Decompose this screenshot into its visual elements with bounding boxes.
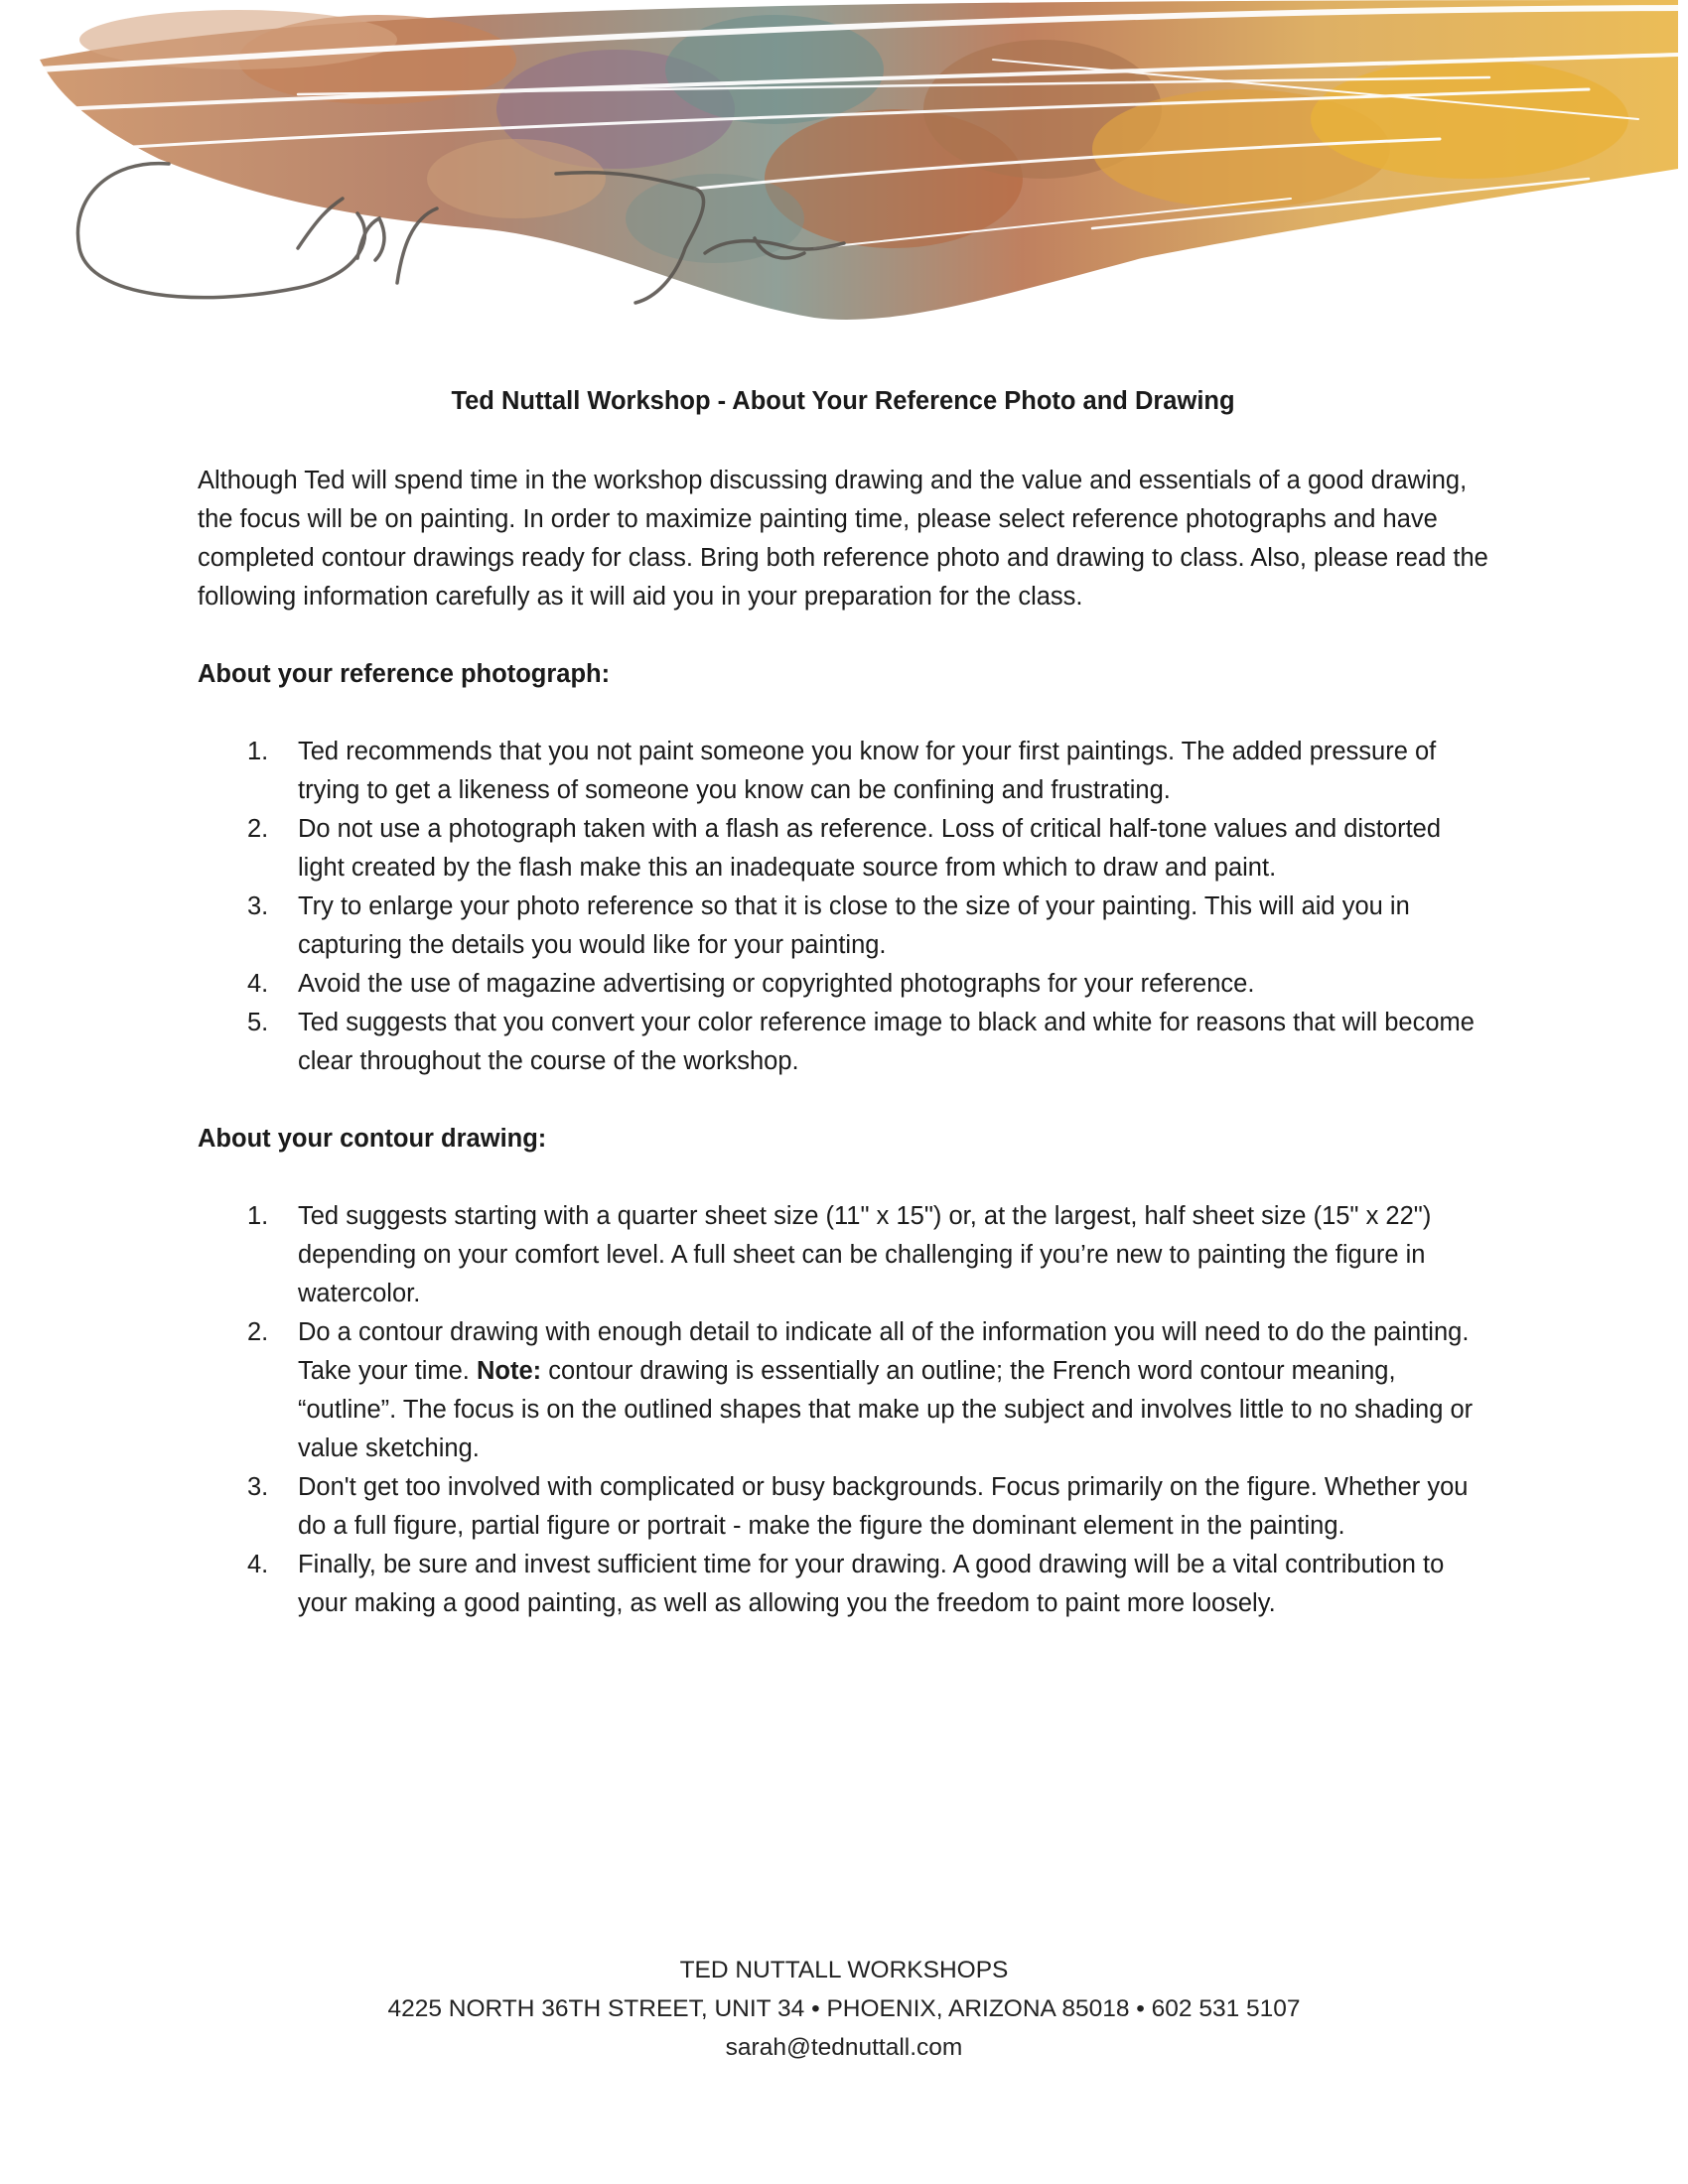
footer — [0, 1951, 1688, 2067]
list-item — [198, 965, 1488, 1004]
intro-paragraph: Although Ted will spend time in the workshop discussing drawing and the value and essentials of a good drawing, the focus will be on painting. In order to maximize painting time, please select reference photographs and have completed contour drawings ready for class. Bring both reference photo and drawing to class. Also, please read the following information carefully as it will aid you in your preparation for the class. — [198, 467, 1488, 611]
footer-address: 4225 NORTH 36TH STREET, UNIT 34 • PHOENIX, ARIZONA 85018 • 602 531 5107 — [387, 1995, 1301, 2022]
list-number: 3. — [247, 1473, 269, 1501]
watercolor-banner-art — [0, 0, 1688, 338]
list-item — [198, 1313, 1488, 1468]
list-number: 4. — [247, 1551, 269, 1578]
list-number: 2. — [247, 815, 269, 843]
list-item — [198, 1197, 1488, 1313]
list-item-text: Ted recommends that you not paint someone you know for your first paintings. The added pressure of trying to get a likeness of someone you know can be confining and frustrating. — [298, 738, 1437, 804]
list-item-text: Try to enlarge your photo reference so that it is close to the size of your painting. This will aid you in capturing the details you would like for your painting. — [298, 892, 1410, 959]
list-item-text: Ted suggests that you convert your color reference image to black and white for reasons that will become clear throughout the course of the workshop. — [298, 1009, 1475, 1075]
watercolor-banner — [0, 0, 1688, 338]
footer-email-link[interactable]: sarah@tednuttall.com — [725, 2034, 963, 2061]
list-item-text: Don't get too involved with complicated or busy backgrounds. Focus primarily on the figure. Whether you do a full figure, partial figure or portrait - make the figure the dominant element in the painting. — [298, 1473, 1469, 1540]
list-item-text: Ted suggests starting with a quarter sheet size (11" x 15") or, at the largest, half sheet size (15" x 22") depending on your comfort level. A full sheet can be challenging if you’re new to painting the figure in watercolor. — [298, 1202, 1432, 1307]
list-item — [198, 810, 1488, 887]
list-number: 3. — [247, 892, 269, 920]
list-item — [198, 1004, 1488, 1081]
list-item-text: Do not use a photograph taken with a flash as reference. Loss of critical half-tone values and distorted light created by the flash make this an inadequate source from which to draw and paint. — [298, 815, 1442, 882]
list-number: 4. — [247, 970, 269, 998]
note-label: Note: — [476, 1357, 542, 1385]
list-item — [198, 1546, 1488, 1623]
document-body — [198, 382, 1488, 1662]
contour-drawing-heading: About your contour drawing: — [198, 1125, 547, 1153]
list-item — [198, 733, 1488, 810]
document-title: Ted Nuttall Workshop - About Your Reference Photo and Drawing — [451, 387, 1235, 415]
contour-drawing-list — [198, 1197, 1488, 1623]
footer-org: TED NUTTALL WORKSHOPS — [679, 1957, 1009, 1983]
list-item-text-after: contour drawing is essentially an outline; the French word contour meaning, “outline”. The focus is on the outlined shapes that make up the subject and involves little to no shading or value sketching. — [298, 1357, 1474, 1462]
reference-photo-list — [198, 733, 1488, 1081]
list-number: 1. — [247, 1202, 269, 1230]
list-item — [198, 887, 1488, 965]
list-number: 1. — [247, 738, 269, 765]
list-number: 5. — [247, 1009, 269, 1036]
list-item — [198, 1468, 1488, 1546]
list-item-text: Avoid the use of magazine advertising or copyrighted photographs for your reference. — [298, 970, 1255, 998]
list-number: 2. — [247, 1318, 269, 1346]
reference-photo-heading: About your reference photograph: — [198, 660, 611, 688]
list-item-text-before: Do a contour drawing with enough detail to indicate all of the information you will need to do the painting. Take your time. — [298, 1318, 1470, 1385]
list-item-text: Finally, be sure and invest sufficient time for your drawing. A good drawing will be a vital contribution to your making a good painting, as well as allowing you the freedom to paint more loosely. — [298, 1551, 1445, 1617]
